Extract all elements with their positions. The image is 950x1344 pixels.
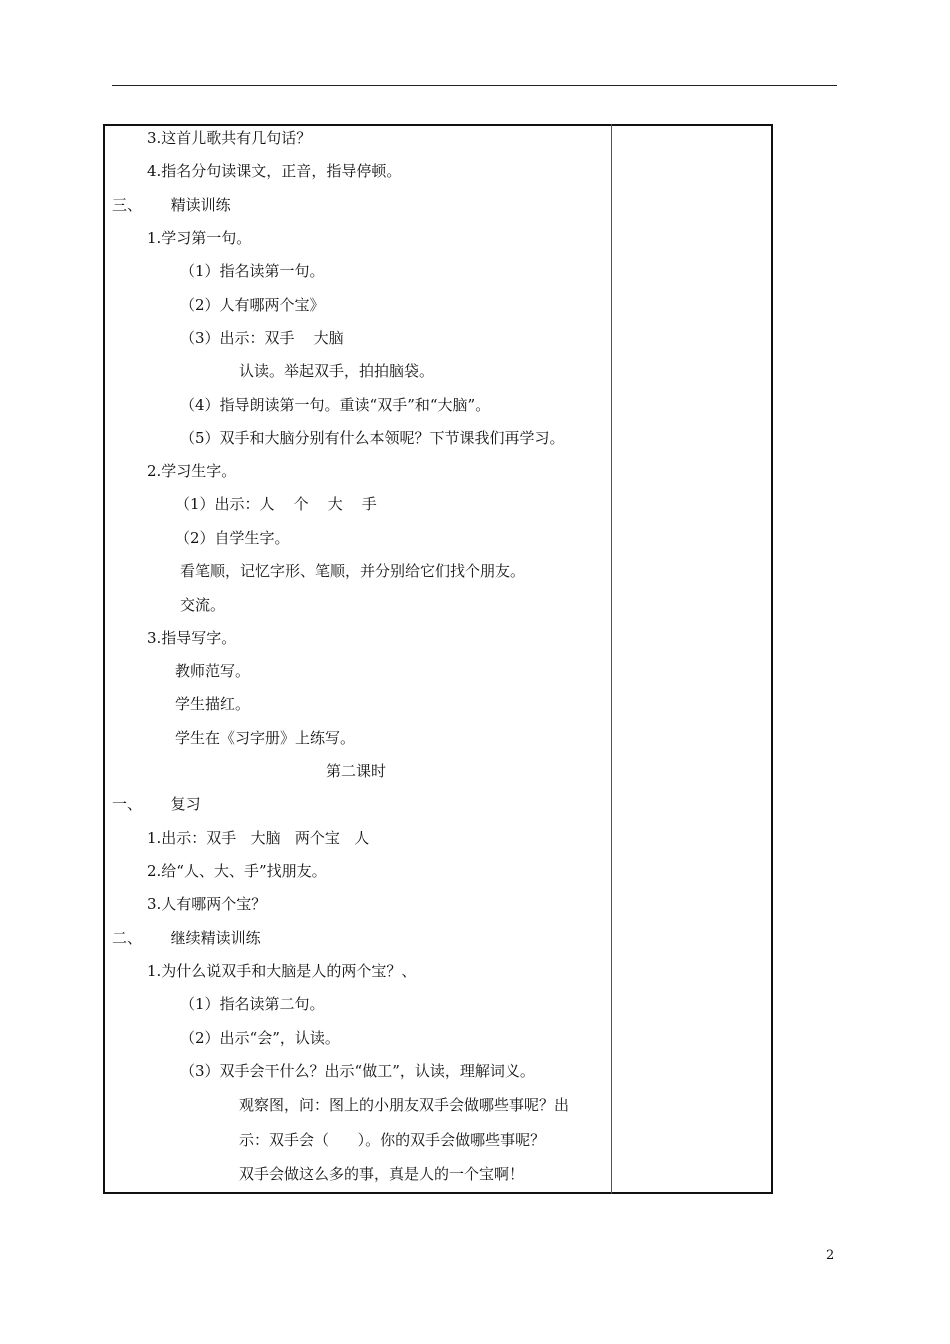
text-line: 第二课时 bbox=[326, 762, 387, 780]
text-line: （2）人有哪两个宝》 bbox=[180, 296, 325, 314]
text-line: （2）出示“会”，认读。 bbox=[180, 1029, 340, 1047]
text-line: 1.出示：双手 大脑 两个宝 人 bbox=[147, 829, 370, 847]
text-line: （1）出示：人 个 大 手 bbox=[175, 495, 377, 513]
text-line: 认读。举起双手，拍拍脑袋。 bbox=[239, 362, 435, 380]
text-line: 1.为什么说双手和大脑是人的两个宝？、 bbox=[147, 962, 417, 980]
text-line: 2.给“人、大、手”找朋友。 bbox=[147, 862, 327, 880]
text-line: 观察图，问：图上的小朋友双手会做哪些事呢？出 bbox=[239, 1096, 570, 1114]
text-line: 1.学习第一句。 bbox=[147, 229, 252, 247]
table-column-divider bbox=[611, 124, 612, 1194]
page-number: 2 bbox=[826, 1248, 835, 1263]
text-line: （1）指名读第一句。 bbox=[180, 262, 325, 280]
text-line: 示：双手会（ ）。你的双手会做哪些事呢？ bbox=[239, 1131, 546, 1149]
text-line: 三、 精读训练 bbox=[112, 196, 231, 214]
text-line: 一、 复习 bbox=[112, 795, 201, 813]
text-line: （3）双手会干什么？出示“做工”，认读，理解词义。 bbox=[180, 1062, 535, 1080]
text-line: 学生描红。 bbox=[175, 695, 251, 713]
text-line: （3）出示：双手 大脑 bbox=[180, 329, 344, 347]
text-line: 教师范写。 bbox=[175, 662, 251, 680]
header-rule bbox=[112, 85, 837, 86]
text-line: （4）指导朗读第一句。重读“双手”和“大脑”。 bbox=[180, 396, 491, 414]
text-line: （5）双手和大脑分别有什么本领呢？下节课我们再学习。 bbox=[180, 429, 565, 447]
text-line: 4.指名分句读课文，正音，指导停顿。 bbox=[147, 162, 402, 180]
text-line: 交流。 bbox=[180, 596, 226, 614]
text-line: （2）自学生字。 bbox=[175, 529, 290, 547]
text-line: 学生在《习字册》上练写。 bbox=[175, 729, 356, 747]
text-line: （1）指名读第二句。 bbox=[180, 995, 325, 1013]
text-line: 双手会做这么多的事，真是人的一个宝啊！ bbox=[239, 1165, 525, 1183]
text-line: 看笔顺，记忆字形、笔顺，并分别给它们找个朋友。 bbox=[180, 562, 526, 580]
text-line: 2.学习生字。 bbox=[147, 462, 237, 480]
text-line: 3.指导写字。 bbox=[147, 629, 237, 647]
text-line: 3.人有哪两个宝？ bbox=[147, 895, 267, 913]
text-line: 二、 继续精读训练 bbox=[112, 929, 261, 947]
text-line: 3.这首儿歌共有几句话？ bbox=[147, 129, 312, 147]
